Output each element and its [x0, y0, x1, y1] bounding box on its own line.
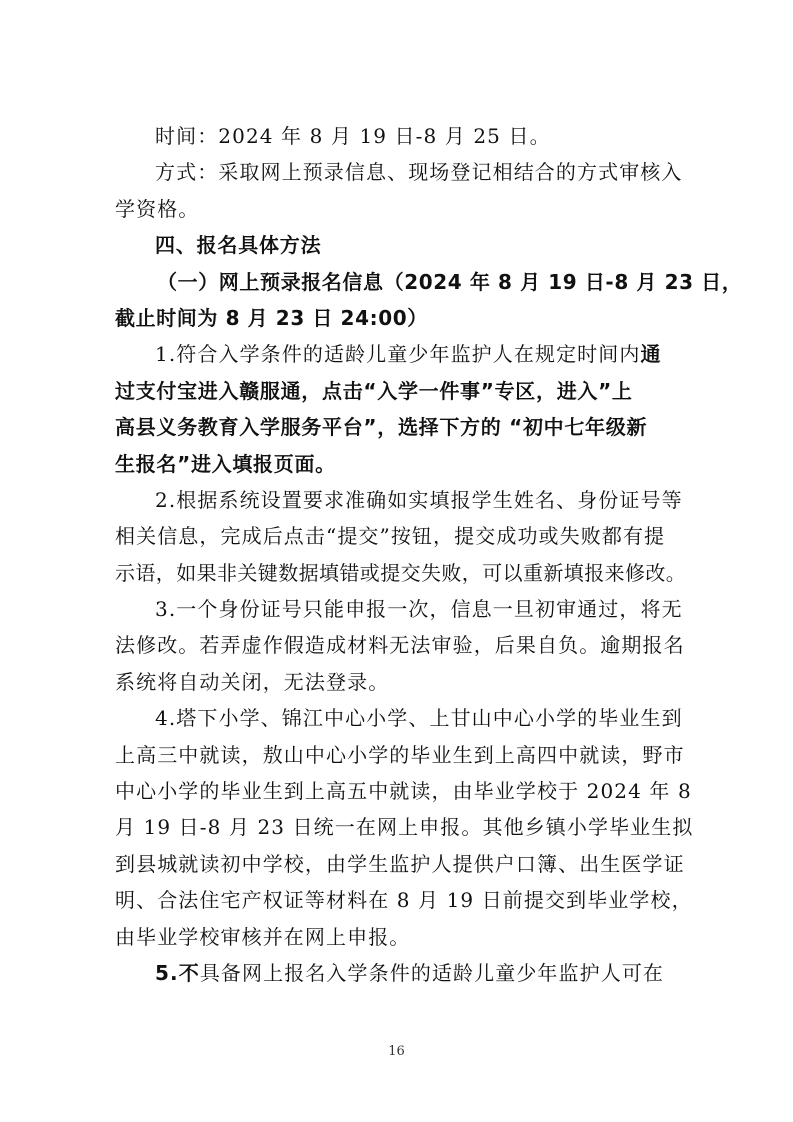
item-5-line-1	[115, 955, 683, 991]
item-1-line-2	[115, 373, 683, 409]
paragraph-method-cont	[115, 191, 683, 227]
item-4-line-6	[115, 882, 693, 918]
subsection-heading	[115, 264, 743, 300]
text-line: 方式：采取网上预录信息、现场登记相结合的方式审核入	[155, 160, 683, 185]
paragraph-time	[115, 118, 683, 154]
text-line: 生报名”进入填报页面。	[115, 451, 336, 476]
text-line: 明、合法住宅产权证等材料在 8 月 19 日前提交到毕业学校，	[115, 888, 693, 913]
item-4-line-5	[115, 846, 683, 882]
text-line: 4.塔下小学、锦江中心小学、上甘山中心小学的毕业生到	[155, 706, 683, 731]
text-line: 系统将自动关闭，无法登录。	[115, 669, 390, 694]
item-4-line-2	[115, 737, 683, 773]
text-line: 月 19 日-8 月 23 日统一在网上申报。其他乡镇小学毕业生拟	[115, 815, 694, 840]
item-1-line-4	[115, 446, 683, 482]
item-4-line-1	[115, 700, 683, 736]
item-3-line-1	[115, 591, 683, 627]
text-line: 示语，如果非关键数据填错或提交失败，可以重新填报来修改。	[115, 560, 687, 585]
section-heading	[115, 227, 683, 263]
subsection-heading-cont	[115, 300, 683, 336]
subheading-text: 截止时间为 8 月 23 日 24:00）	[115, 305, 428, 330]
text-line: 上高三中就读，敖山中心小学的毕业生到上高四中就读，野市	[115, 742, 685, 767]
page-number: 16	[388, 1044, 405, 1059]
text-line: 高县义务教育入学服务平台”，选择下方的 “初中七年级新	[115, 415, 648, 440]
text-line: 时间：2024 年 8 月 19 日-8 月 25 日。	[155, 124, 551, 148]
document-body	[115, 118, 743, 991]
item-1-line-3	[115, 409, 683, 445]
text-line: 相关信息，完成后点击“提交”按钮，提交成功或失败都有提	[115, 524, 666, 549]
item-2-line-2	[115, 518, 683, 554]
text-line-bold: 通	[640, 342, 662, 367]
item-2-line-1	[115, 482, 683, 518]
text-line: 1.符合入学条件的适龄儿童少年监护人在规定时间内	[155, 342, 641, 367]
item-2-line-3	[115, 555, 687, 591]
text-line: 中心小学的毕业生到上高五中就读，由毕业学校于 2024 年 8	[115, 779, 692, 804]
item-4-line-4	[115, 809, 694, 845]
item-4-line-7	[115, 919, 683, 955]
text-line-bold: 5.不	[155, 960, 200, 985]
text-line: 过支付宝进入赣服通，点击“入学一件事”专区，进入”上	[115, 378, 633, 403]
item-4-line-3	[115, 773, 692, 809]
text-line: 由毕业学校审核并在网上申报。	[115, 924, 411, 949]
text-line: 到县城就读初中学校，由学生监护人提供户口簿、出生医学证	[115, 851, 685, 876]
text-line: 具备网上报名入学条件的适龄儿童少年监护人可在	[199, 960, 665, 985]
item-3-line-2	[115, 627, 683, 663]
subheading-text: （一）网上预录报名信息（2024 年 8 月 19 日-8 月 23 日，	[157, 269, 743, 294]
item-3-line-3	[115, 664, 683, 700]
text-line: 3.一个身份证号只能申报一次，信息一旦初审通过，将无	[155, 597, 683, 622]
text-line: 法修改。若弄虚作假造成材料无法审验，后果自负。逾期报名	[115, 633, 685, 658]
item-1-line-1	[115, 336, 683, 372]
text-line: 学资格。	[115, 196, 200, 221]
paragraph-method	[115, 154, 683, 190]
text-line: 2.根据系统设置要求准确如实填报学生姓名、身份证号等	[155, 487, 683, 512]
heading-text: 四、报名具体方法	[155, 233, 322, 258]
